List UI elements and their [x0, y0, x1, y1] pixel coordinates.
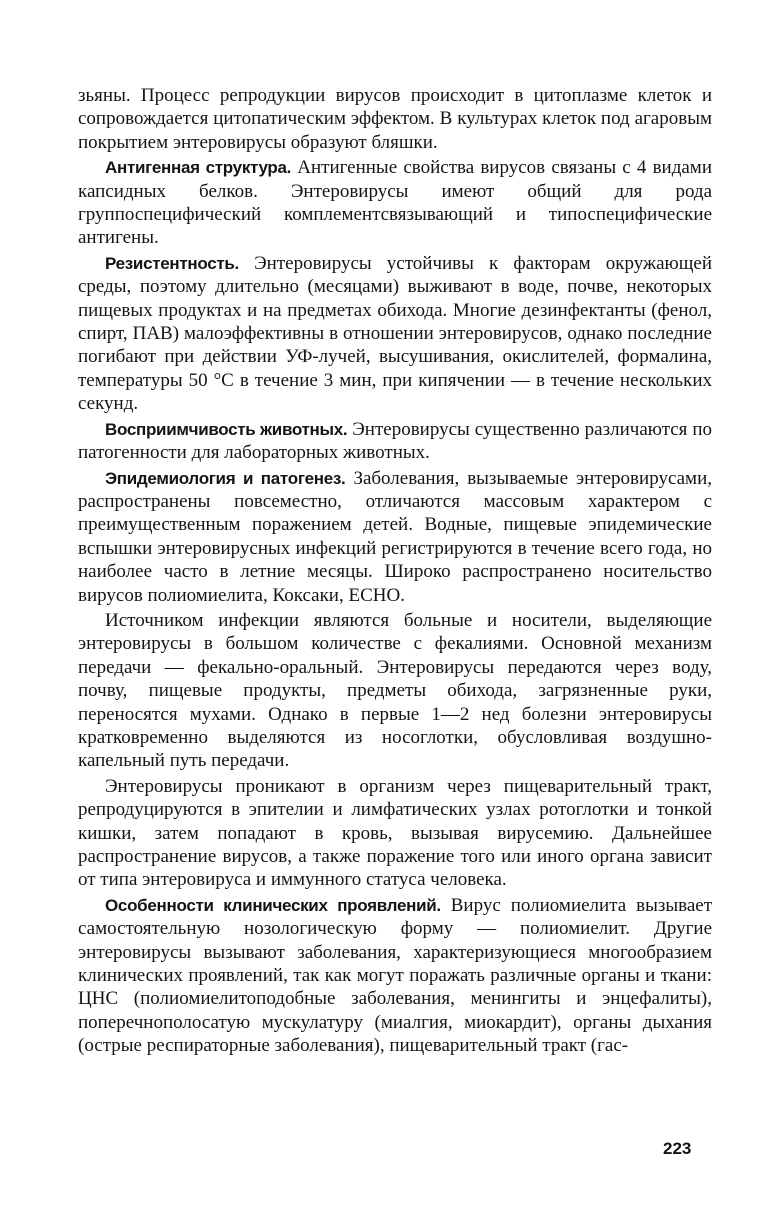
paragraph-text: Заболевания, вызываемые энтеровирусами, распространены повсеместно, отличаются массовым характером с преимущественным поражением детей. Водные, пищевые эпидемические вспышки энтеровирусных инфекций регистрируются в течение всего года, но наиболее часто в летние месяцы. Широко распространено носительство вирусов полиомиелита, Коксаки, ЕСНО.	[78, 467, 712, 606]
paragraph-text: Энтеровирусы существенно различаются по патогенности для лабораторных животных.	[78, 418, 712, 464]
paragraph-text: Вирус полиомиелита вызывает самостоятельную нозологическую форму — полиомиелит. Другие энтеровирусы вызывают заболевания, характеризующиеся многообразием клинических проявлений, так как могут поражать различные органы и ткани: ЦНС (полиомиелитоподобные заболевания, менингиты и энцефалиты), поперечнополосатую мускулатуру (миалгия, миокардит), органы дыхания (острые респираторные заболевания), пищеварительный тракт (гас-	[78, 894, 712, 1057]
paragraph	[78, 609, 712, 773]
paragraph	[78, 418, 712, 465]
paragraph-lead: Эпидемиология и патогенез.	[105, 468, 346, 488]
paragraph-lead: Восприимчивость животных.	[105, 419, 348, 439]
page-number: 223	[663, 1139, 692, 1158]
paragraph	[78, 467, 712, 607]
paragraph	[78, 84, 712, 154]
paragraph-text: Антигенные свойства вирусов связаны с 4 видами капсидных белков. Энтеровирусы имеют общий для рода группоспецифический комплементсвязывающий и типоспецифические антигены.	[78, 157, 713, 249]
paragraph	[78, 894, 712, 1058]
page-body	[78, 84, 712, 1060]
paragraph	[78, 775, 712, 892]
paragraph-text: Энтеровирусы устойчивы к факторам окружающей среды, поэтому длительно (месяцами) выживают в воде, почве, некоторых пищевых продуктах и на предметах обихода. Многие дезинфектанты (фенол, спирт, ПАВ) малоэффективны в отношении энтеровирусов, однако последние погибают при действии УФ-лучей, высушивания, окислителей, формалина, температуры 50 °С в течение 3 мин, при кипячении — в течение нескольких секунд.	[78, 252, 712, 415]
paragraph	[78, 156, 712, 250]
paragraph	[78, 252, 712, 416]
paragraph-text: Энтеровирусы проникают в организм через пищеварительный тракт, репродуцируются в эпителии и лимфатических узлах ротоглотки и тонкой кишки, затем попадают в кровь, вызывая вирусемию. Дальнейшее распространение вирусов, а также поражение того или иного органа зависит от типа энтеровируса и иммунного статуса человека.	[78, 775, 712, 891]
paragraph-lead: Резистентность.	[105, 253, 239, 273]
paragraph-lead: Антигенная структура.	[105, 158, 292, 178]
paragraph-text: Источником инфекции являются больные и носители, выделяющие энтеровирусы в большом количестве с фекалиями. Основной механизм передачи — фекально-оральный. Энтеровирусы передаются через воду, почву, пищевые продукты, предметы обихода, загрязненные руки, переносятся мухами. Однако в первые 1—2 нед болезни энтеровирусы кратковременно выделяются из носоглотки, обусловливая воздушно-капельный путь передачи.	[78, 609, 712, 772]
paragraph-text: зьяны. Процесс репродукции вирусов происходит в цитоплазме клеток и сопровождается цитопатическим эффектом. В культурах клеток под агаровым покрытием энтеровирусы образуют бляшки.	[78, 85, 712, 153]
paragraph-lead: Особенности клинических проявлений.	[105, 895, 441, 915]
